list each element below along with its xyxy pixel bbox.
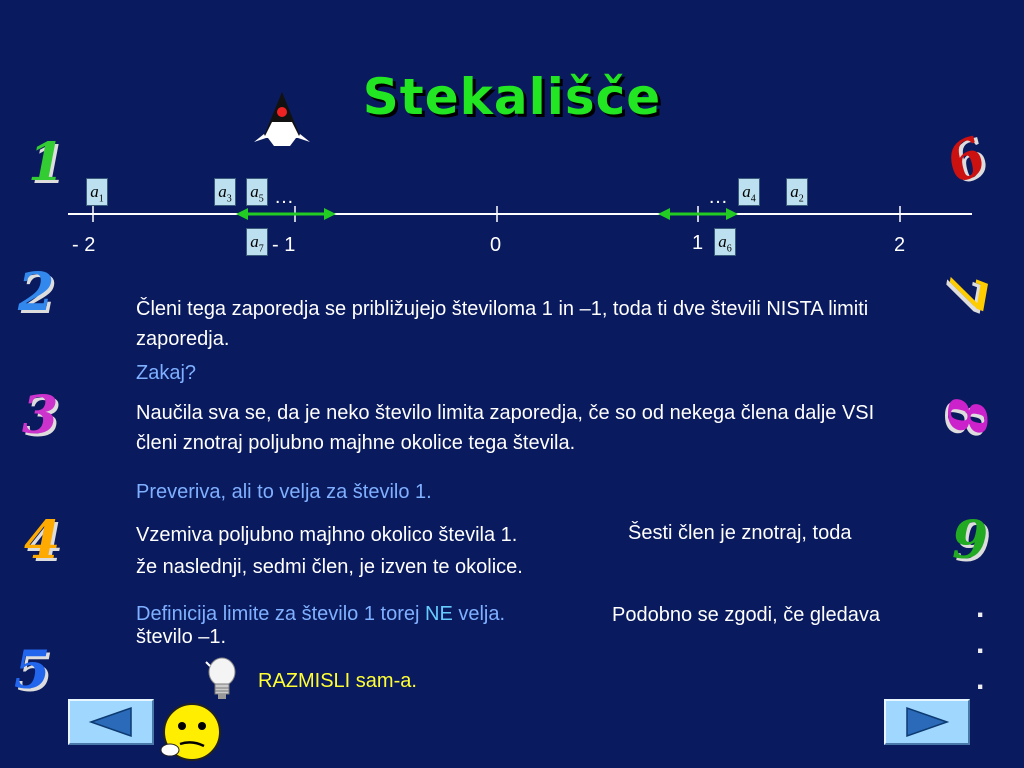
question-zakaj: Zakaj? [136, 362, 197, 384]
paragraph-4a: Podobno se zgodi, če gledava [612, 604, 880, 626]
term-a1: $a_1$ [86, 178, 108, 206]
decor-number-6: 6 [936, 125, 996, 196]
decor-number-8: 8 [935, 398, 997, 435]
definition-statement: Definicija limite za število 1 torej NE velja. [136, 603, 506, 625]
paragraph-3c: že naslednji, sedmi člen, je izven te okolice. [136, 556, 523, 578]
dots-right: … [708, 186, 728, 208]
tick-label-minus1: - 1 [272, 234, 296, 256]
term-a6: $a_6$ [714, 228, 736, 256]
paragraph-3a: Vzemiva poljubno majhno okolico števila 1. [136, 524, 518, 546]
paragraph-3b: Šesti člen je znotraj, toda [628, 522, 852, 544]
tick-label-0: 0 [490, 234, 502, 256]
decor-number-7: 7 [932, 267, 1000, 314]
decor-dots: . . . [976, 591, 985, 696]
number-line [60, 200, 980, 230]
right-arrow-icon [899, 706, 955, 738]
tick-label-1: 1 [692, 232, 704, 254]
decor-number-2: 2 [18, 262, 55, 323]
term-a3: $a_3$ [214, 178, 236, 206]
term-a7: $a_7$ [246, 228, 268, 256]
next-slide-button[interactable] [884, 699, 970, 745]
neighbourhood-left-arrow [236, 208, 336, 220]
ne-word: NE [425, 603, 453, 625]
smiley-thinking-icon [158, 700, 228, 764]
tick-label-minus2: - 2 [72, 234, 96, 256]
tick-label-2: 2 [894, 234, 906, 256]
duke-mascot-icon [250, 88, 314, 148]
dots-left: … [274, 186, 294, 208]
term-a5: $a_5$ [246, 178, 268, 206]
decor-number-3: 3 [22, 385, 59, 446]
lightbulb-icon [204, 656, 240, 704]
page-title: Stekališče [362, 68, 662, 126]
think-hint: RAZMISLI sam-a. [258, 670, 417, 692]
decor-number-9: 9 [952, 510, 989, 571]
decor-number-4: 4 [24, 510, 61, 571]
check-statement: Preveriva, ali to velja za število 1. [136, 481, 432, 503]
left-arrow-icon [83, 706, 139, 738]
decor-number-5: 5 [14, 640, 51, 701]
term-a4: $a_4$ [738, 178, 760, 206]
decor-number-1: 1 [28, 132, 65, 193]
paragraph-4b: število –1. [136, 626, 227, 648]
previous-slide-button[interactable] [68, 699, 154, 745]
paragraph-2: Naučila sva se, da je neko število limita zaporedja, če so od nekega člena dalje VSI členi znotraj poljubno majhne okolice tega števila. [136, 402, 875, 454]
term-a2: $a_2$ [786, 178, 808, 206]
paragraph-1: Členi tega zaporedja se približujejo številoma 1 in –1, toda ti dve števili NISTA limiti zaporedja. [136, 298, 869, 350]
